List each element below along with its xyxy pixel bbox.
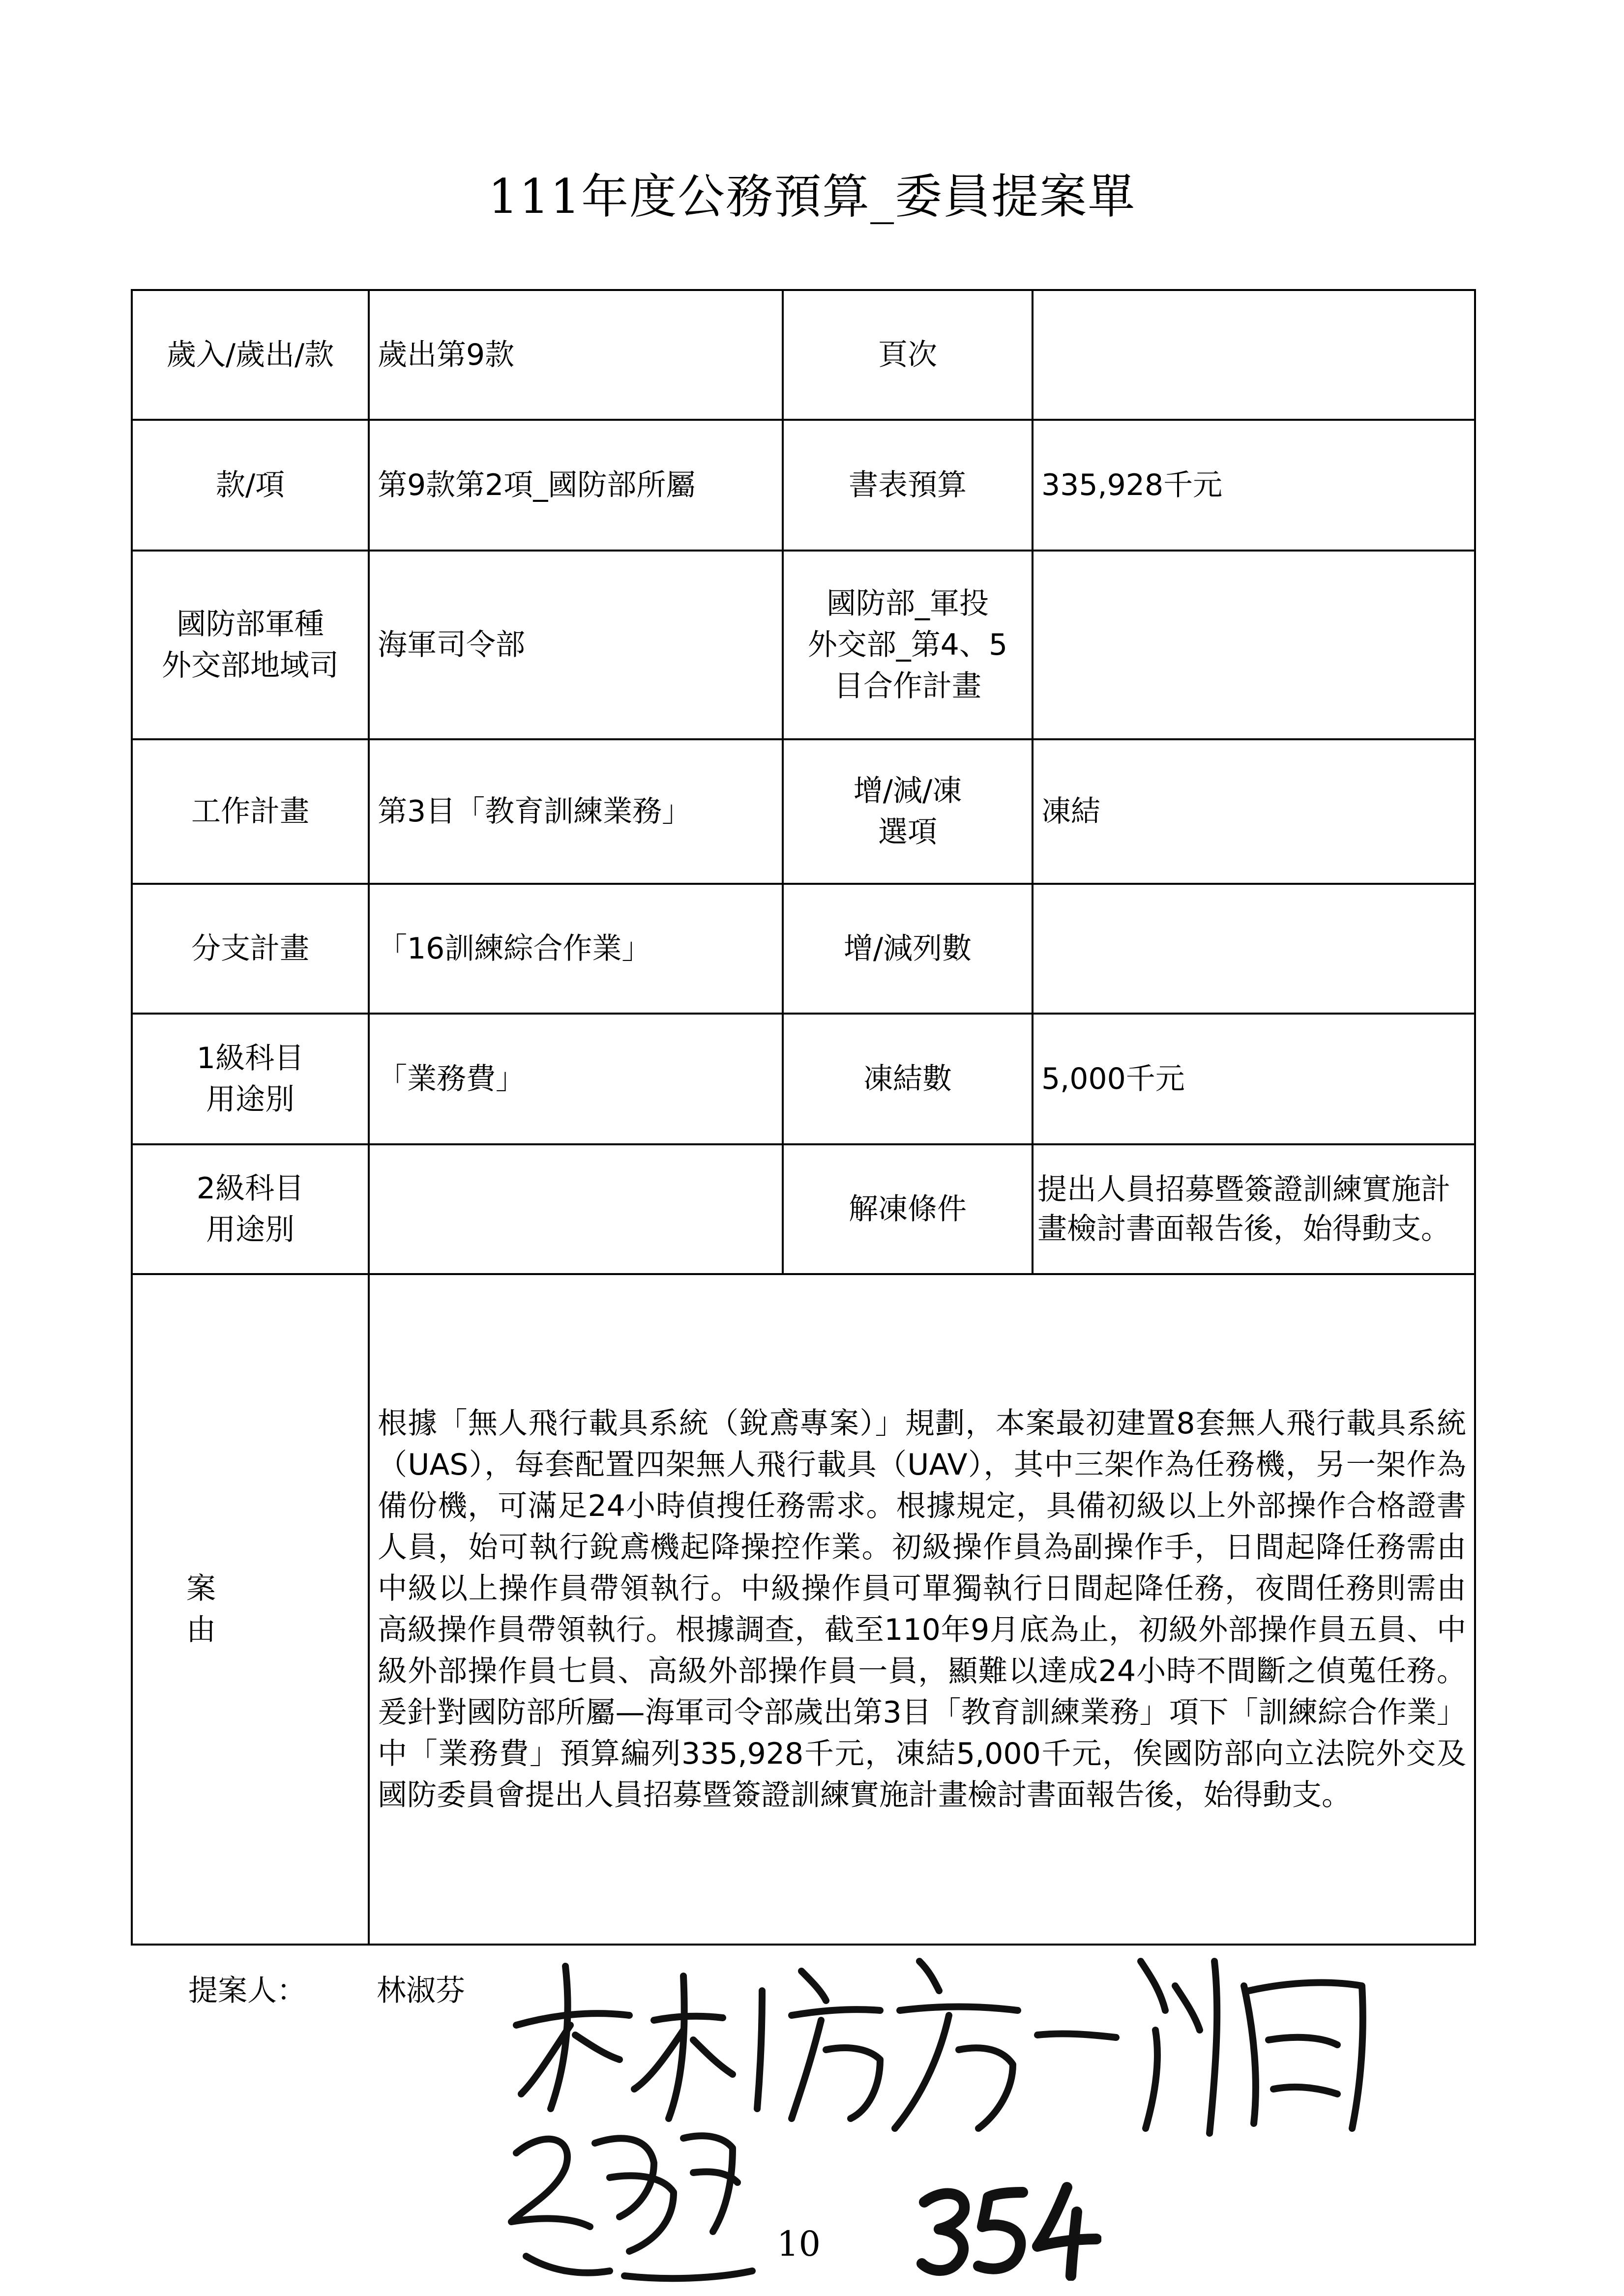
form-row bbox=[132, 290, 1475, 420]
label-reason: 案由 bbox=[132, 1274, 369, 1945]
value-cooperation-plan bbox=[1033, 551, 1475, 739]
label-level1-line: 1級科目 bbox=[196, 1041, 304, 1075]
value-page bbox=[1033, 290, 1475, 420]
form-row bbox=[132, 420, 1475, 551]
form-row-reason bbox=[132, 1274, 1475, 1945]
value-statement-budget: 335,928千元 bbox=[1033, 420, 1475, 551]
label-level2-subject bbox=[132, 1144, 369, 1274]
form-row bbox=[132, 551, 1475, 739]
value-unfreeze-condition: 提出人員招募暨簽證訓練實施計畫檢討書面報告後，始得動支。 bbox=[1033, 1144, 1475, 1274]
form-row bbox=[132, 1144, 1475, 1274]
value-adjust-amount bbox=[1033, 884, 1475, 1014]
label-agency-line: 外交部地域司 bbox=[162, 648, 339, 683]
label-page: 頁次 bbox=[783, 290, 1033, 420]
value-work-plan: 第3目「教育訓練業務」 bbox=[369, 739, 783, 884]
label-level1-subject bbox=[132, 1014, 369, 1144]
proposer-name: 林淑芬 bbox=[377, 1974, 465, 2008]
label-cooperation-line: 目合作計畫 bbox=[834, 669, 981, 703]
label-budget-type: 歲入/歲出/款 bbox=[132, 290, 369, 420]
page-number: 10 bbox=[777, 2224, 821, 2264]
value-level2-subject bbox=[369, 1144, 783, 1274]
label-cooperation-line: 外交部_第4、5 bbox=[807, 628, 1008, 662]
label-option-line: 增/減/凍 bbox=[853, 774, 962, 808]
label-section-item: 款/項 bbox=[132, 420, 369, 551]
value-frozen-amount: 5,000千元 bbox=[1033, 1014, 1475, 1144]
form-row bbox=[132, 1014, 1475, 1144]
form-row bbox=[132, 739, 1475, 884]
signature-2 bbox=[497, 2109, 831, 2296]
label-frozen-amount: 凍結數 bbox=[783, 1014, 1033, 1144]
label-agency-line: 國防部軍種 bbox=[177, 607, 324, 641]
label-cooperation-line: 國防部_軍投 bbox=[827, 586, 989, 621]
label-adjust-amount: 增/減列數 bbox=[783, 884, 1033, 1014]
label-option-line: 選項 bbox=[878, 815, 937, 849]
label-level2-line: 2級科目 bbox=[196, 1171, 304, 1206]
handwritten-page-number bbox=[915, 2173, 1101, 2281]
form-row bbox=[132, 884, 1475, 1014]
label-cooperation-plan bbox=[783, 551, 1033, 739]
label-branch-plan: 分支計畫 bbox=[132, 884, 369, 1014]
label-work-plan: 工作計畫 bbox=[132, 739, 369, 884]
page-title: 111年度公務預算_委員提案單 bbox=[488, 169, 1136, 224]
label-option bbox=[783, 739, 1033, 884]
label-level2-line: 用途別 bbox=[206, 1213, 295, 1247]
reason-text: 根據「無人飛行載具系統（銳鳶專案）」規劃，本案最初建置8套無人飛行載具系統（UAS），每套配置四架無人飛行載具（UAV），其中三架作為任務機，另一架作為備份機，可滿足24小時偵搜任務需求。根據規定，具備初級以上外部操作合格證書人員，始可執行銳鳶機起降操控作業。初級操作員為副操作手，日間起降任務需由中級以上操作員帶領執行。中級操作員可單獨執行日間起降任務，夜間任務則需由高級操作員帶領執行。根據調查，截至110年9月底為止，初級外部操作員五員、中級外部操作員七員、高級外部操作員一員，顯難以達成24小時不間斷之偵蒐任務。爰針對國防部所屬—海軍司令部歲出第3目「教育訓練業務」項下「訓練綜合作業」中「業務費」預算編列335,928千元，凍結5,000千元，俟國防部向立法院外交及國防委員會提出人員招募暨簽證訓練實施計畫檢討書面報告後，始得動支。 bbox=[369, 1274, 1475, 1945]
value-level1-subject: 「業務費」 bbox=[369, 1014, 783, 1144]
value-agency: 海軍司令部 bbox=[369, 551, 783, 739]
label-unfreeze-condition: 解凍條件 bbox=[783, 1144, 1033, 1274]
proposer-label: 提案人： bbox=[188, 1974, 306, 2008]
value-option: 凍結 bbox=[1033, 739, 1475, 884]
label-level1-line: 用途別 bbox=[206, 1082, 295, 1117]
value-branch-plan: 「16訓練綜合作業」 bbox=[369, 884, 783, 1014]
value-section-item: 第9款第2項_國防部所屬 bbox=[369, 420, 783, 551]
label-agency bbox=[132, 551, 369, 739]
value-budget-type: 歲出第9款 bbox=[369, 290, 783, 420]
label-statement-budget: 書表預算 bbox=[783, 420, 1033, 551]
proposal-form-table bbox=[131, 289, 1476, 1946]
